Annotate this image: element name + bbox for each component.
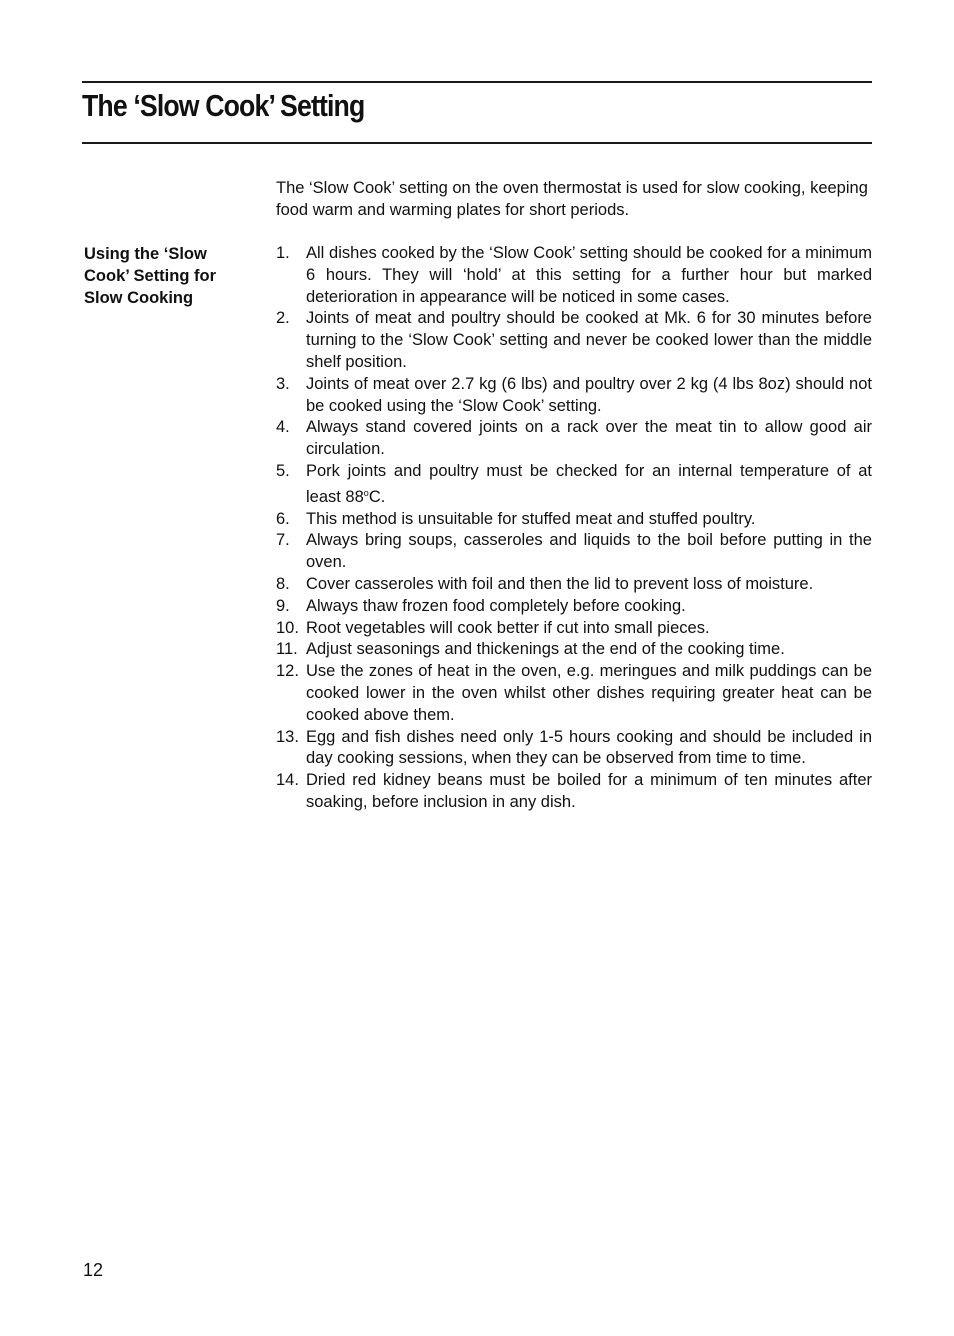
step-number: 9.	[276, 596, 290, 615]
step-item-10	[276, 618, 872, 640]
section-heading: Using the ‘Slow Cook’ Setting for Slow Cooking	[84, 245, 216, 307]
step-number: 2.	[276, 309, 290, 328]
step-text: Dried red kidney beans must be boiled for a minimum of ten minutes after soaking, before inclusion in any dish.	[306, 771, 872, 811]
step-text: Root vegetables will cook better if cut into small pieces.	[306, 618, 710, 637]
step-item-13	[276, 727, 872, 771]
step-item-5	[276, 461, 872, 509]
step-text: Always bring soups, casseroles and liquids to the boil before putting in the oven.	[306, 531, 872, 572]
step-number: 8.	[276, 574, 290, 593]
step-text: Always thaw frozen food completely before cooking.	[306, 596, 686, 615]
step-number: 6.	[276, 509, 290, 528]
step-item-1	[276, 243, 872, 308]
step-number: 1.	[276, 244, 290, 262]
step-item-6	[276, 509, 872, 531]
step-item-8	[276, 574, 872, 596]
step-item-2	[276, 308, 872, 373]
step-item-4	[276, 417, 872, 461]
title-underline-rule	[82, 142, 872, 144]
step-text: This method is unsuitable for stuffed meat and stuffed poultry.	[306, 509, 756, 528]
step-number: 4.	[276, 418, 290, 437]
step-text: Cover casseroles with foil and then the lid to prevent loss of moisture.	[306, 574, 814, 593]
step-number: 12.	[276, 662, 299, 681]
step-text: Pork joints and poultry must be checked for an internal temperature of at least 88	[306, 461, 872, 506]
step-text: All dishes cooked by the ‘Slow Cook’ setting should be cooked for a minimum 6 hours. They will ‘hold’ at this setting for a further hour but marked deterioration in appearance will be noticed in some cases.	[306, 244, 872, 306]
step-text: Use the zones of heat in the oven, e.g. meringues and milk puddings can be cooked lower in the oven whilst other dishes requiring greater heat can be cooked above them.	[306, 662, 872, 724]
step-text: Joints of meat and poultry should be cooked at Mk. 6 for 30 minutes before turning to the ‘Slow Cook’ setting and never be cooked lower than the middle shelf position.	[306, 309, 872, 371]
slow-cook-steps-list	[276, 243, 872, 814]
step-number: 13.	[276, 727, 299, 746]
intro-paragraph: The ‘Slow Cook’ setting on the oven thermostat is used for slow cooking, keeping food warm and warming plates for short periods.	[276, 179, 868, 219]
step-text: Adjust seasonings and thickenings at the end of the cooking time.	[306, 640, 785, 659]
step-text: Always stand covered joints on a rack over the meat tin to allow good air circulation.	[306, 418, 872, 459]
step-item-11	[276, 639, 872, 661]
degree-symbol: o	[363, 487, 369, 498]
step-text-unit: C.	[368, 487, 386, 506]
step-text: Joints of meat over 2.7 kg (6 lbs) and poultry over 2 kg (4 lbs 8oz) should not be cooked using the ‘Slow Cook’ setting.	[306, 374, 872, 415]
step-number: 11.	[276, 640, 298, 659]
step-item-3	[276, 374, 872, 418]
page-title: The ‘Slow Cook’ Setting	[82, 88, 365, 123]
page-number: 12	[83, 1260, 104, 1280]
top-rule	[82, 81, 872, 83]
step-item-12	[276, 661, 872, 726]
step-number: 14.	[276, 771, 299, 790]
step-item-14	[276, 770, 872, 814]
step-item-7	[276, 530, 872, 574]
step-number: 3.	[276, 374, 290, 393]
step-item-9	[276, 596, 872, 618]
step-number: 7.	[276, 531, 290, 550]
step-number: 5.	[276, 461, 290, 480]
step-number: 10.	[276, 618, 299, 637]
step-text: Egg and fish dishes need only 1-5 hours cooking and should be included in day cooking sessions, when they can be observed from time to time.	[306, 727, 872, 768]
